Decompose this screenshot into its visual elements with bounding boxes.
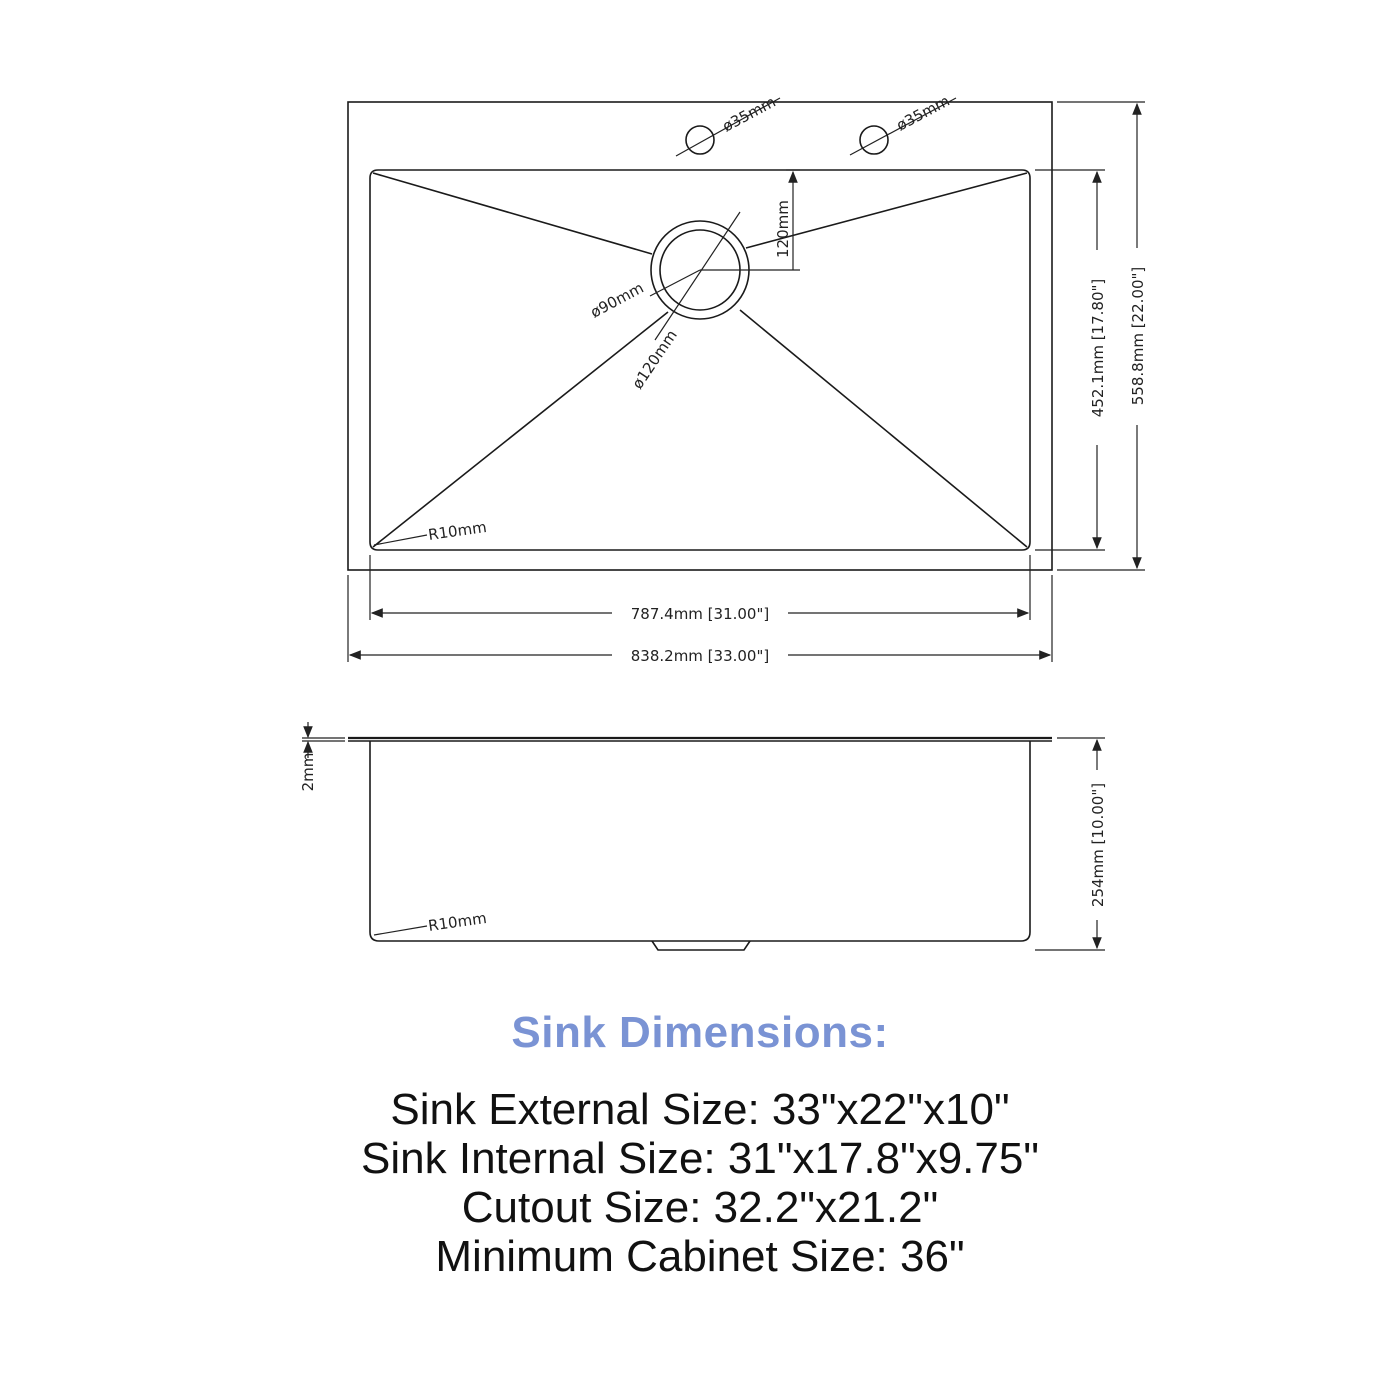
faucet-hole-left-label: ø35mm <box>719 92 779 136</box>
height-label: 254mm [10.00"] <box>1089 782 1107 908</box>
faucet-hole-right <box>860 126 888 154</box>
external-depth-label: 558.8mm [22.00"] <box>1129 266 1147 406</box>
sink-outer-rim <box>348 102 1052 570</box>
drain-diameter-line <box>655 212 740 340</box>
specs-list <box>0 1085 1400 1281</box>
slope-line-tl <box>373 173 652 254</box>
corner-radius-label: R10mm <box>427 517 488 544</box>
faucet-hole-right-label: ø35mm <box>893 91 953 135</box>
drain-outer-label: ø120mm <box>628 326 681 393</box>
slope-line-br <box>740 310 1027 547</box>
drain-inner-label: ø90mm <box>587 278 647 322</box>
top-view <box>348 92 1147 665</box>
drain-offset-label: 120mm <box>774 200 792 258</box>
side-corner-radius-label: R10mm <box>427 908 488 935</box>
internal-depth-label: 452.1mm [17.80"] <box>1089 278 1107 418</box>
internal-width-label: 787.4mm [31.00"] <box>630 605 770 623</box>
side-view <box>299 722 1107 950</box>
spec-internal-size: Sink Internal Size: 31"x17.8"x9.75" <box>361 1134 1039 1183</box>
faucet-hole-left <box>686 126 714 154</box>
drain-stub <box>652 941 750 950</box>
specs-title: Sink Dimensions: <box>511 1008 889 1057</box>
spec-cutout-size: Cutout Size: 32.2"x21.2" <box>461 1183 939 1232</box>
spec-external-size: Sink External Size: 33"x22"x10" <box>390 1085 1010 1134</box>
slope-line-bl <box>373 312 668 547</box>
sink-inner-basin <box>370 170 1030 550</box>
external-width-label: 838.2mm [33.00"] <box>630 647 770 665</box>
spec-cabinet-size: Minimum Cabinet Size: 36" <box>435 1232 965 1281</box>
thickness-label: 2mm <box>299 752 317 792</box>
